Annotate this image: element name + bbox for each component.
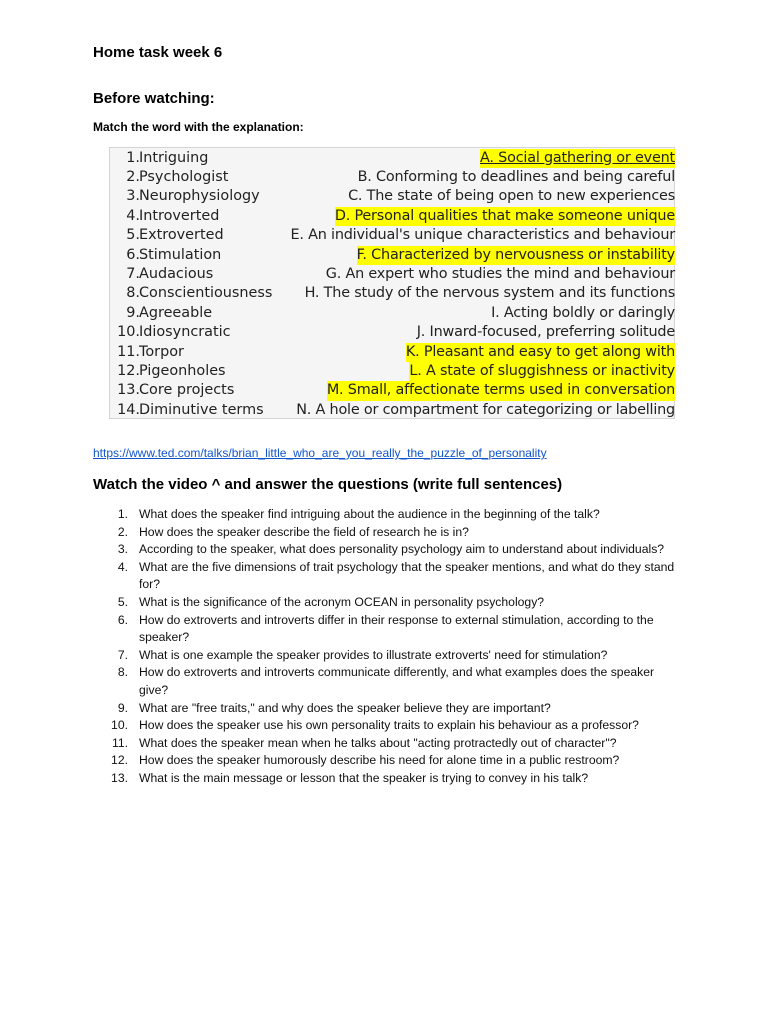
question-item	[0, 717, 768, 735]
question-item	[0, 770, 768, 788]
match-row-number: 10.	[117, 324, 140, 341]
question-number: 6.	[117, 612, 128, 627]
match-explanation: J. Inward-focused, preferring solitude	[416, 324, 675, 341]
match-row	[110, 265, 676, 284]
match-word: Pigeonholes	[139, 362, 226, 379]
match-row-number: 1.	[126, 149, 140, 166]
match-explanation: D. Personal qualities that make someone unique	[335, 207, 675, 226]
question-text: What does the speaker mean when he talks about "acting protractedly out of character"?	[139, 735, 617, 750]
question-text: What does the speaker find intriguing about the audience in the beginning of the talk?	[139, 507, 600, 521]
question-text: How does the speaker humorously describe his need for alone time in a public restroom?	[139, 753, 620, 768]
question-text: What is the significance of the acronym OCEAN in personality psychology?	[139, 594, 545, 609]
match-word: Intriguing	[139, 149, 209, 166]
match-row-number: 9.	[126, 304, 140, 321]
match-row-number: 12.	[117, 362, 140, 379]
match-row-number: 2.	[126, 168, 140, 185]
question-number: 8.	[117, 665, 128, 680]
match-row-number: 4.	[126, 207, 140, 224]
question-item	[0, 664, 768, 699]
match-instruction: Match the word with the explanation:	[93, 120, 304, 134]
question-item	[0, 524, 768, 542]
match-word: Psychologist	[139, 168, 229, 185]
match-explanation: H. The study of the nervous system and its functions	[304, 285, 675, 302]
match-word: Audacious	[139, 265, 214, 282]
question-number: 12.	[111, 753, 128, 768]
page-title: Home task week 6	[93, 44, 223, 61]
match-explanation: B. Conforming to deadlines and being careful	[357, 168, 675, 185]
match-explanation: G. An expert who studies the mind and behaviour	[325, 265, 675, 282]
match-explanation: A. Social gathering or event	[480, 149, 675, 168]
watch-video-heading: Watch the video ^ and answer the questions (write full sentences)	[93, 476, 563, 493]
match-word: Idiosyncratic	[139, 324, 231, 341]
match-word: Stimulation	[139, 246, 222, 263]
match-row	[110, 168, 676, 187]
question-number: 11.	[111, 735, 128, 750]
match-word: Core projects	[139, 382, 235, 399]
questions-list	[0, 506, 768, 788]
match-row	[110, 381, 676, 400]
match-row	[110, 343, 676, 362]
question-number: 13.	[111, 770, 128, 785]
question-item	[0, 700, 768, 718]
question-text: What is the main message or lesson that the speaker is trying to convey in his talk?	[139, 770, 589, 785]
question-item	[0, 506, 768, 524]
match-row	[110, 284, 676, 303]
match-row	[110, 226, 676, 245]
question-number: 3.	[117, 542, 128, 557]
match-word: Conscientiousness	[139, 285, 273, 302]
match-row	[110, 246, 676, 265]
match-explanation: L. A state of sluggishness or inactivity	[409, 362, 675, 381]
question-item	[0, 559, 768, 594]
match-row-number: 5.	[126, 227, 140, 244]
question-text: What are "free traits," and why does the speaker believe they are important?	[139, 700, 551, 715]
match-row-number: 13.	[117, 382, 140, 399]
match-explanation: K. Pleasant and easy to get along with	[406, 343, 675, 362]
match-word: Torpor	[139, 343, 184, 360]
question-text: What are the five dimensions of trait psychology that the speaker mentions, and what do they stand for?	[139, 559, 675, 592]
question-number: 5.	[117, 594, 128, 609]
question-number: 9.	[117, 700, 128, 715]
ted-talk-link[interactable]: https://www.ted.com/talks/brian_little_who_are_you_really_the_puzzle_of_personality	[93, 446, 547, 460]
match-explanation: N. A hole or compartment for categorizing or labelling	[296, 401, 675, 418]
match-row	[110, 149, 676, 168]
match-explanation: F. Characterized by nervousness or instability	[357, 246, 675, 265]
question-number: 7.	[117, 647, 128, 662]
match-explanation: I. Acting boldly or daringly	[491, 304, 675, 321]
question-number: 2.	[117, 524, 128, 539]
match-row	[110, 207, 676, 226]
match-row	[110, 401, 676, 420]
match-explanation: M. Small, affectionate terms used in conversation	[327, 381, 675, 400]
match-row-number: 8.	[126, 285, 140, 302]
match-row	[110, 323, 676, 342]
question-text: How do extroverts and introverts communicate differently, and what examples does the speaker give?	[139, 665, 655, 697]
question-item	[0, 612, 768, 647]
question-item	[0, 752, 768, 770]
question-item	[0, 594, 768, 612]
match-word: Extroverted	[139, 227, 224, 244]
question-text: How does the speaker describe the field of research he is in?	[139, 524, 469, 539]
question-number: 10.	[111, 718, 128, 733]
match-row-number: 6.	[126, 246, 140, 263]
match-explanation: C. The state of being open to new experiences	[348, 188, 675, 205]
question-item	[0, 541, 768, 559]
match-explanation: E. An individual's unique characteristics and behaviour	[290, 227, 675, 244]
question-item	[0, 735, 768, 753]
question-number: 1.	[117, 507, 128, 521]
question-text: How do extroverts and introverts differ in their response to external stimulation, according to the speaker?	[139, 612, 654, 645]
match-row-number: 3.	[126, 188, 140, 205]
match-word: Agreeable	[139, 304, 213, 321]
match-row-number: 11.	[117, 343, 140, 360]
question-text: According to the speaker, what does personality psychology aim to understand about individuals?	[139, 542, 665, 557]
match-word: Diminutive terms	[139, 401, 264, 418]
match-row-number: 14.	[117, 401, 140, 418]
match-word: Introverted	[139, 207, 220, 224]
matching-exercise-box	[109, 147, 675, 419]
match-row	[110, 304, 676, 323]
match-row	[110, 187, 676, 206]
before-watching-heading: Before watching:	[93, 90, 215, 107]
question-item	[0, 647, 768, 665]
question-number: 4.	[117, 559, 128, 574]
match-row-number: 7.	[126, 265, 140, 282]
question-text: How does the speaker use his own personality traits to explain his behaviour as a professor?	[139, 718, 639, 733]
question-text: What is one example the speaker provides to illustrate extroverts' need for stimulation?	[139, 647, 608, 662]
match-row	[110, 362, 676, 381]
match-word: Neurophysiology	[139, 188, 260, 205]
